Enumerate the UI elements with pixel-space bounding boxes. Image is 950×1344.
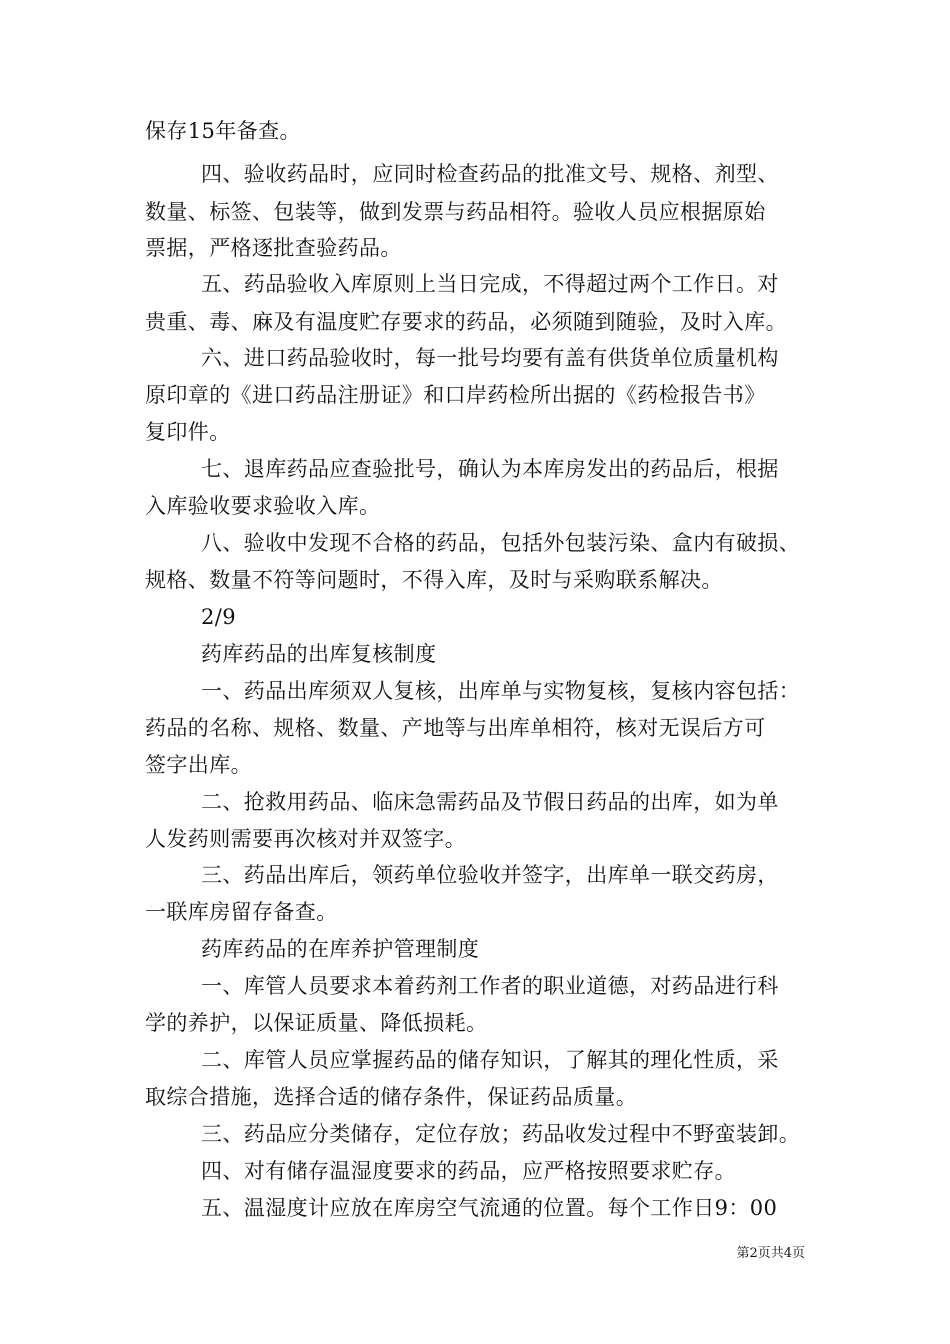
text-line: 贵重、毒、麻及有温度贮存要求的药品，必须随到随验，及时入库。 [145,310,787,334]
text-line: 四、验收药品时，应同时检查药品的批准文号、规格、剂型、 [201,162,779,186]
text-line: 票据，严格逐批查验药品。 [145,236,402,260]
text-line: 二、库管人员应掌握药品的储存知识，了解其的理化性质，采 [201,1048,779,1072]
text-line: 三、药品出库后，领药单位验收并签字，出库单一联交药房， [201,863,779,887]
text-line: 五、药品验收入库原则上当日完成，不得超过两个工作日。对 [201,272,779,296]
text-line: 八、验收中发现不合格的药品，包括外包装污染、盒内有破损、 [201,531,801,555]
text-line: 保存15年备查。 [145,119,301,143]
section-heading: 药库药品的出库复核制度 [201,642,437,666]
text-line: 复印件。 [145,420,231,444]
text-line: 一、药品出库须双人复核，出库单与实物复核，复核内容包括： [201,679,801,703]
page-number-footer: 第2页共4页 [736,1246,805,1261]
text-line: 七、退库药品应查验批号，确认为本库房发出的药品后，根据 [201,457,779,481]
text-line: 二、抢救用药品、临床急需药品及节假日药品的出库，如为单 [201,790,779,814]
text-line: 人发药则需要再次核对并双签字。 [145,827,466,851]
text-line: 四、对有储存温湿度要求的药品，应严格按照要求贮存。 [201,1159,736,1183]
text-line: 三、药品应分类储存，定位存放；药品收发过程中不野蛮装卸。 [201,1122,801,1146]
page-marker: 2/9 [201,605,236,629]
text-line: 规格、数量不符等问题时，不得入库，及时与采购联系解决。 [145,568,723,592]
text-line: 六、进口药品验收时，每一批号均要有盖有供货单位质量机构 [201,346,779,370]
text-line: 五、温湿度计应放在库房空气流通的位置。每个工作日9：00 [201,1196,778,1220]
section-heading: 药库药品的在库养护管理制度 [201,937,480,961]
text-line: 一、库管人员要求本着药剂工作者的职业道德，对药品进行科 [201,974,779,998]
text-line: 签字出库。 [145,753,252,777]
text-line: 学的养护，以保证质量、降低损耗。 [145,1011,488,1035]
text-line: 药品的名称、规格、数量、产地等与出库单相符，核对无误后方可 [145,716,766,740]
text-line: 原印章的《进口药品注册证》和口岸药检所出据的《药检报告书》 [145,383,766,407]
text-line: 一联库房留存备查。 [145,900,338,924]
text-line: 取综合措施，选择合适的储存条件，保证药品质量。 [145,1085,638,1109]
text-line: 数量、标签、包装等，做到发票与药品相符。验收人员应根据原始 [145,200,766,224]
text-line: 入库验收要求验收入库。 [145,494,381,518]
